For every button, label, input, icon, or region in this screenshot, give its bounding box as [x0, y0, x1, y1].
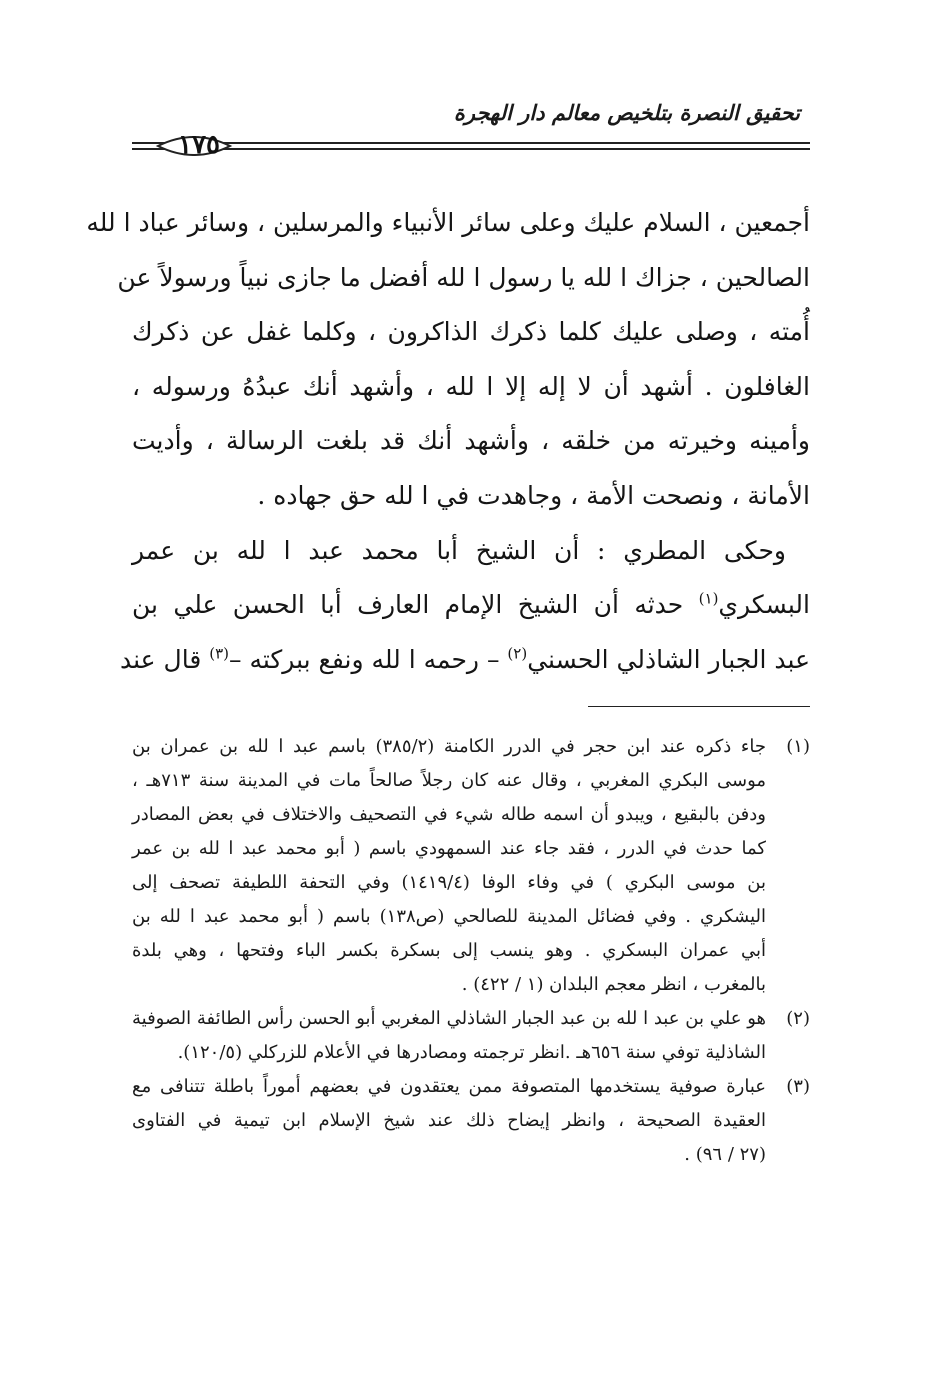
text-line: وأمينه وخيرته من خلقه ، وأشهد أنك قد بلغت الرسالة ، وأديت: [132, 426, 810, 456]
running-header-title: تحقيق النصرة بتلخيص معالم دار الهجرة: [453, 100, 800, 125]
text-line: الغافلون . أشهد أن لا إله إلا ا لله ، وأشهد أنك عبدُهُ ورسوله ،: [132, 371, 810, 401]
footnote-line: بالمغرب ، انظر معجم البلدان (١ / ٤٢٢) .: [461, 974, 766, 995]
main-text: [86, 196, 810, 687]
footnote-line: الشاذلية توفي سنة ٦٥٦هـ .انظر ترجمته ومصادرها في الأعلام للزركلي (١٢٠/٥).: [177, 1042, 766, 1063]
footnote-line: ودفن بالبقيع ، ويبدو أن اسمه طاله شيء في التصحيف والاختلاف في بعض المصادر: [132, 804, 766, 825]
footnote-number: (٢): [786, 1008, 810, 1029]
page-number: ١٧٥: [178, 130, 220, 160]
text-fragment: البسكري: [718, 590, 810, 620]
footnote-line: العقيدة الصحيحة ، وانظر إيضاح ذلك عند شيخ الإسلام ابن تيمية في الفتاوى: [132, 1110, 766, 1131]
text-line: أجمعين ، السلام عليك وعلى سائر الأنبياء والمرسلين ، وسائر عباد ا لله: [86, 208, 810, 237]
footnote-3: [132, 1070, 810, 1172]
footnote-line: أبي عمران البسكري . وهو ينسب إلى بسكرة بكسر الباء وفتحها ، وهي بلدة: [132, 940, 766, 961]
footnote-1: [132, 730, 810, 1002]
footnote-number: (٣): [786, 1076, 810, 1097]
footnote-line: هو علي بن عبد ا لله بن عبد الجبار الشاذلي المغربي أبو الحسن رأس الطائفة الصوفية: [132, 1008, 766, 1029]
text-line: أُمته ، وصلى عليك كلما ذكرك الذاكرون ، وكلما غفل عن ذكرك: [132, 317, 810, 347]
footnote-line: جاء ذكره عند ابن حجر في الدرر الكامنة (٣٨٥/٢) باسم عبد ا لله بن عمران بن: [132, 736, 766, 757]
footnote-number: (١): [786, 736, 810, 757]
text-line: [132, 578, 810, 633]
footnote-ref-2[interactable]: (٢): [507, 644, 528, 663]
footnote-2: [132, 1002, 810, 1070]
footnote-line: كما حدث في الدرر ، فقد جاء عند السمهودي باسم ( أبو محمد عبد ا لله بن عمر: [132, 838, 766, 859]
footnotes: [132, 730, 810, 1172]
footnote-separator: [588, 706, 810, 707]
footnote-line: اليشكري . وفي فضائل المدينة للصالحي (ص١٣٨) باسم ( أبو محمد عبد ا لله بن: [132, 906, 766, 927]
footnote-line: عبارة صوفية يستخدمها المتصوفة ممن يعتقدون في بعضهم أموراً باطلة تتنافى مع: [132, 1076, 766, 1097]
footnote-ref-3[interactable]: (٣): [209, 644, 230, 663]
text-line: الأمانة ، ونصحت الأمة ، وجاهدت في ا لله حق جهاده .: [257, 480, 810, 510]
footnote-ref-1[interactable]: (١): [698, 589, 719, 608]
text-fragment: حدثه أن الشيخ الإمام العارف أبا الحسن علي بن: [132, 590, 699, 620]
footnote-line: (٢٧ / ٩٦) .: [684, 1144, 766, 1165]
footnote-line: بن موسى البكري ) في وفاء الوفا (١٤١٩/٤) وفي التحفة اللطيفة تصحف إلى: [132, 872, 766, 893]
text-line: [120, 633, 810, 688]
text-line: الصالحين ، جزاك ا لله يا رسول ا لله أفضل ما جازى نبياً ورسولاً عن: [117, 262, 810, 292]
text-fragment: – رحمه ا لله ونفع ببركته –: [229, 644, 508, 674]
text-fragment: قال عند: [120, 644, 210, 674]
text-fragment: عبد الجبار الشاذلي الحسني: [527, 644, 810, 674]
footnote-line: موسى البكري المغربي ، وقال عنه كان رجلاً صالحاً مات في المدينة سنة ٧١٣هـ ،: [132, 770, 767, 791]
text-line: وحكى المطري : أن الشيخ أبا محمد عبد ا لله بن عمر: [132, 535, 786, 565]
